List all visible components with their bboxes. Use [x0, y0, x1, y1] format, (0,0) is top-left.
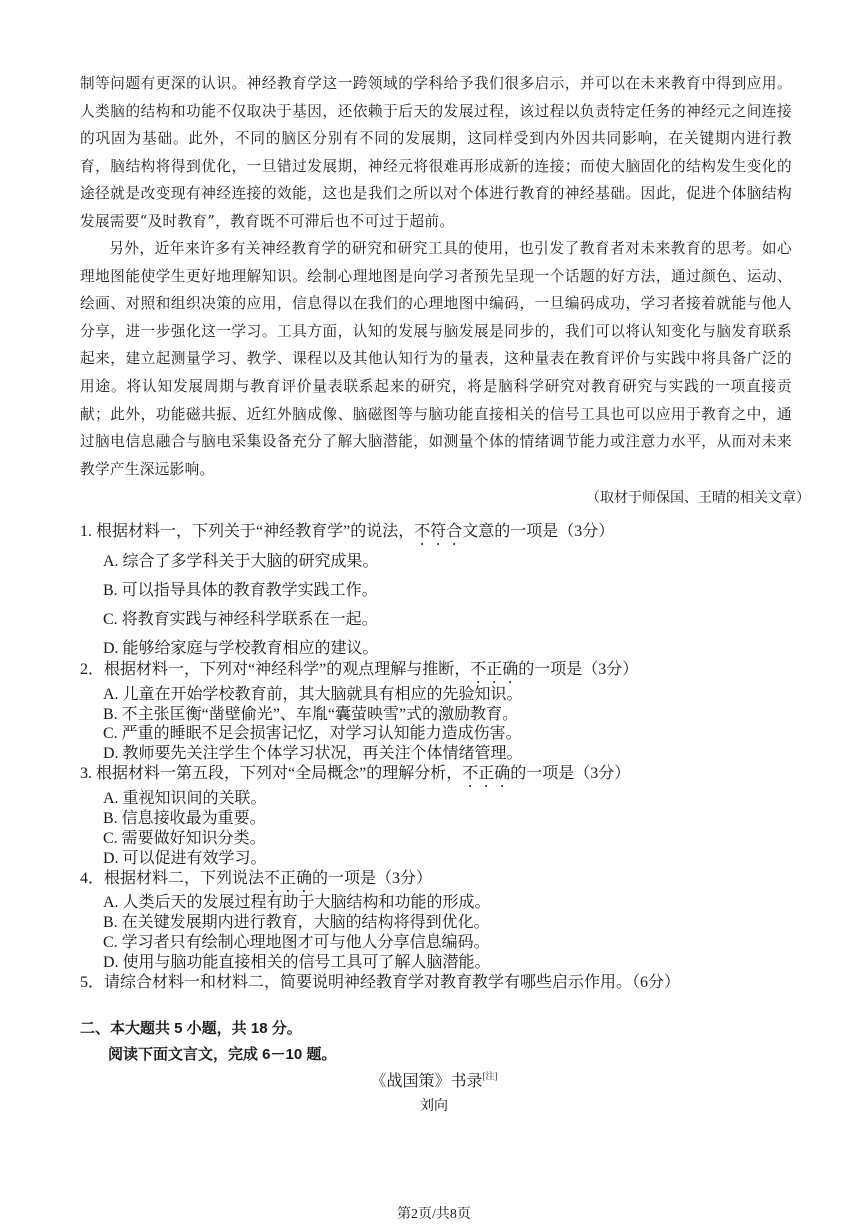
question-3-text: 3. 根据材料一第五段，下列对“全局概念”的理解分析，: [80, 765, 463, 782]
question-1-option-b: B. 可以指导具体的教育教学实践工作。: [103, 582, 378, 599]
section-2-instruction: 阅读下面文言文，完成 6－10 题。: [108, 1046, 337, 1063]
question-1-text-end: 文意的一项是（3分）: [462, 523, 615, 540]
title-note-mark: [注]: [482, 1071, 498, 1081]
section-2-heading: 二、本大题共 5 小题，共 18 分。: [80, 1020, 302, 1037]
question-1: [80, 518, 792, 549]
question-3-option-c: C. 需要做好知识分类。: [103, 830, 266, 847]
question-4-option-a: A. 人类后天的发展过程有助于大脑结构和功能的形成。: [103, 894, 491, 911]
text-author: 刘向: [420, 1098, 448, 1114]
question-1-option-d: D. 能够给家庭与学校教育相应的建议。: [103, 640, 379, 657]
question-5-text: 5．请综合材料一和材料二，简要说明神经教育学对教育教学有哪些启示作用。（6分）: [80, 974, 681, 991]
passage-paragraph-1: 制等问题有更深的认识。神经教育学这一跨领域的学科给予我们很多启示，并可以在未来教育中得到应用。人类脑的结构和功能不仅取决于基因，还依赖于后天的发展过程，该过程以负责特定任务的神经元之间连接的巩固为基础。此外，不同的脑区分别有不同的发展期，这同样受到内外因共同影响，在关键期内进行教育，脑结构将得到优化，一旦错过发展期，神经元将很难再形成新的连接；而使大脑固化的结构发生变化的途径就是改变现有神经连接的效能，这也是我们之所以对个体进行教育的神经基础。因此，促进个体脑结构发展需要“及时教育”，教育既不可滞后也不可过于超前。: [80, 75, 792, 230]
question-4-text-end: 的一项是（3分）: [312, 870, 433, 887]
question-2-option-b: B. 不主张匡衡“凿壁偷光”、车胤“囊萤映雪”式的激励教育。: [103, 706, 519, 723]
question-4-option-d: D. 使用与脑功能直接相关的信号工具可了解人脑潜能。: [103, 954, 491, 971]
question-4-emphasis: 不正确: [264, 870, 313, 887]
question-4-text: 4．根据材料二，下列说法: [80, 870, 265, 887]
question-2-option-c: C. 严重的睡眠不足会损害记忆，对学习认知能力造成伤害。: [103, 725, 522, 742]
question-2-option-a: A. 儿童在开始学校教育前，其大脑就具有相应的先验知识。: [103, 686, 523, 703]
question-1-text: 1. 根据材料一，下列关于“神经教育学”的说法，: [80, 523, 415, 540]
question-2-option-d: D. 教师要先关注学生个体学习状况，再关注个体情绪管理。: [103, 745, 523, 762]
passage-paragraph-2: 另外，近年来许多有关神经教育学的研究和研究工具的使用，也引发了教育者对未来教育的思考。如心理地图能使学生更好地理解知识。绘制心理地图是向学习者预先呈现一个话题的好方法，通过颜色、运动、绘画、对照和组织决策的应用，信息得以在我们的心理地图中编码，一旦编码成功，学习者接着就能与他人分享，进一步强化这一学习。工具方面，认知的发展与脑发展是同步的，我们可以将认知变化与脑发育联系起来，建立起测量学习、教学、课程以及其他认知行为的量表，这种量表在教育评价与实践中将具备广泛的用途。将认知发展周期与教育评价量表联系起来的研究，将是脑科学研究对教育研究与实践的一项直接贡献；此外，功能磁共振、近红外脑成像、脑磁图等与脑功能直接相关的信号工具也可以应用于教育之中，通过脑电信息融合与脑电采集设备充分了解大脑潜能，如测量个体的情绪调节能力或注意力水平，从而对未来教学产生深远影响。: [80, 240, 792, 478]
question-1-option-a: A. 综合了多学科关于大脑的研究成果。: [103, 553, 379, 570]
question-4-option-b: B. 在关键发展期内进行教育，大脑的结构将得到优化。: [103, 914, 490, 931]
question-3-text-end: 的一项是（3分）: [510, 765, 631, 782]
question-5: [80, 969, 792, 992]
text-title-label: 《战国策》书录: [370, 1073, 483, 1090]
question-2-text-end: 的一项是（3分）: [518, 661, 639, 678]
question-3-emphasis: 不正确: [462, 765, 511, 782]
question-1-emphasis: 不符合: [414, 523, 463, 540]
question-2-emphasis: 不正确: [470, 661, 519, 678]
question-2-text: 2．根据材料一，下列对“神经科学”的观点理解与推断，: [80, 661, 471, 678]
question-4-option-c: C. 学习者只有绘制心理地图才可与他人分享信息编码。: [103, 934, 490, 951]
page-footer: 第2页/共8页: [397, 1207, 471, 1222]
question-1-option-c: C. 将教育实践与神经科学联系在一起。: [103, 611, 378, 628]
text-title: [0, 1068, 868, 1091]
question-3-option-d: D. 可以促进有效学习。: [103, 850, 267, 867]
question-3-option-a: A. 重视知识间的关联。: [103, 790, 267, 807]
question-3-option-b: B. 信息接收最为重要。: [103, 810, 266, 827]
passage-source: （取材于师保国、王晴的相关文章）: [586, 490, 810, 506]
